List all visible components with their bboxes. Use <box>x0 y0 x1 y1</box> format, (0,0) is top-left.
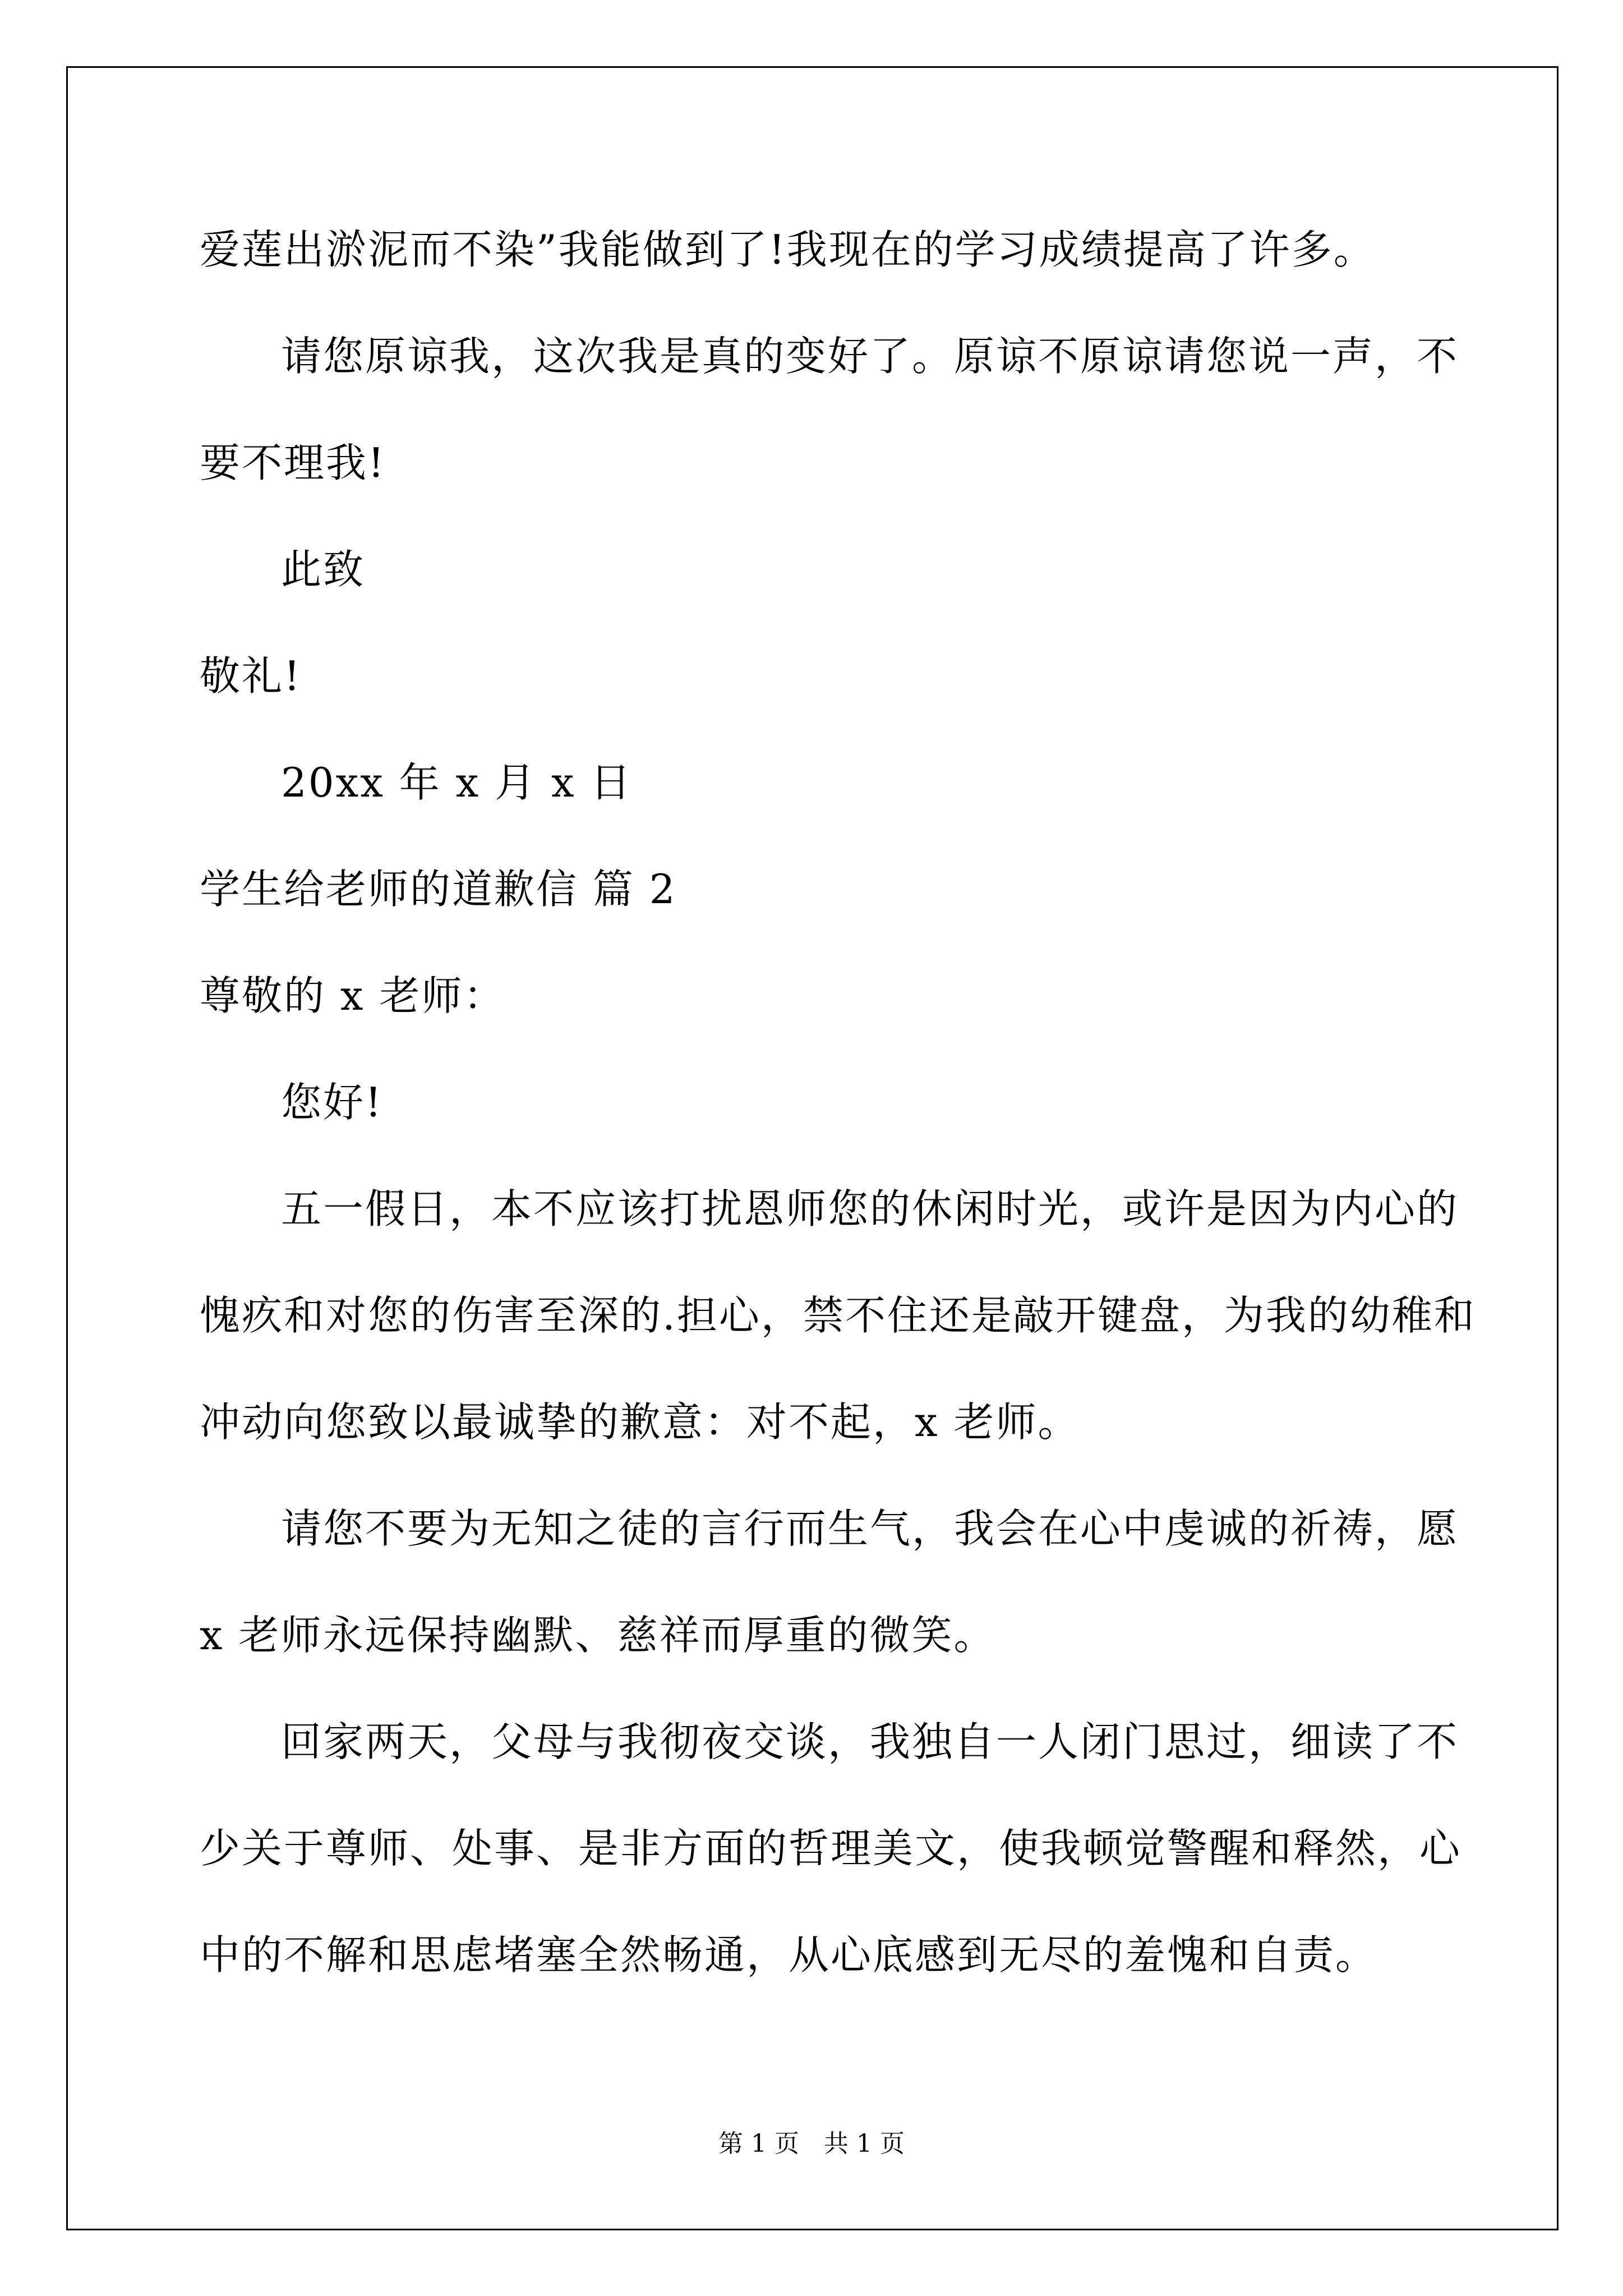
body-line-14: x 老师永远保持幽默、慈祥而厚重的微笑。 <box>200 1612 996 1659</box>
body-line-13: 请您不要为无知之徒的言行而生气，我会在心中虔诚的祈祷，愿 <box>281 1505 1459 1552</box>
body-line-2: 请您原谅我，这次我是真的变好了。原谅不原谅请您说一声，不 <box>281 333 1459 380</box>
body-line-12: 冲动向您致以最诚挚的歉意：对不起，x 老师。 <box>200 1398 1080 1446</box>
hello-line: 您好! <box>281 1079 383 1126</box>
body-line-3: 要不理我! <box>200 439 386 486</box>
letter-date: 20xx 年 x 月 x 日 <box>281 759 633 806</box>
closing-respect: 敬礼! <box>200 652 302 700</box>
section-title: 学生给老师的道歉信 篇 2 <box>200 866 677 913</box>
body-line-10: 五一假日，本不应该打扰恩师您的休闲时光，或许是因为内心的 <box>281 1185 1459 1232</box>
page-border <box>66 66 1559 2230</box>
body-line-1: 爱莲出淤泥而不染”我能做到了!我现在的学习成绩提高了许多。 <box>200 226 1376 273</box>
body-line-17: 中的不解和思虑堵塞全然畅通，从心底感到无尽的羞愧和自责。 <box>200 1931 1378 1978</box>
page-footer: 第 1 页 共 1 页 <box>718 2129 905 2158</box>
body-line-11: 愧疚和对您的伤害至深的.担心，禁不住还是敲开键盘，为我的幼稚和 <box>200 1292 1476 1339</box>
body-line-15: 回家两天，父母与我彻夜交谈，我独自一人闭门思过，细读了不 <box>281 1718 1459 1765</box>
body-line-16: 少关于尊师、处事、是非方面的哲理美文，使我顿觉警醒和释然，心 <box>200 1825 1462 1872</box>
closing-salutation: 此致 <box>281 546 366 593</box>
recipient-greeting: 尊敬的 x 老师： <box>200 972 506 1019</box>
